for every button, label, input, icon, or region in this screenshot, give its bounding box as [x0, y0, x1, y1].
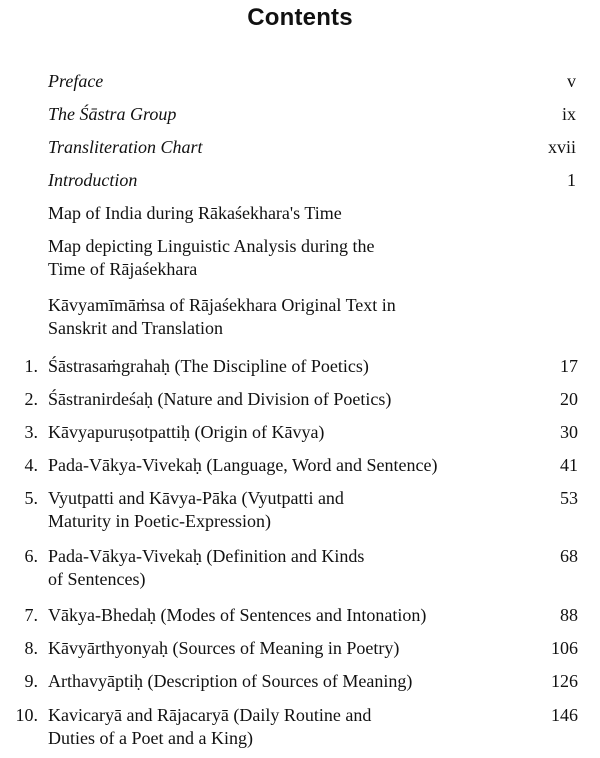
toc-entry-line: Map of India during Rākaśekhara's Time: [48, 203, 342, 223]
chapter-title: [48, 604, 510, 627]
chapter-number: 2.: [24, 389, 38, 409]
chapter-title: [48, 704, 510, 750]
chapter-title: [48, 421, 510, 444]
chapter-number: 4.: [24, 455, 38, 475]
toc-entry-label: [48, 202, 468, 225]
chapter-title-line: Pada-Vākya-Vivekaḥ (Definition and Kinds: [48, 546, 365, 566]
chapter-number: 6.: [24, 546, 38, 566]
chapter-title-line: Kāvyārthyonyaḥ (Sources of Meaning in Poetry): [48, 638, 400, 658]
toc-page-number: 20: [560, 389, 578, 409]
chapter-number: 1.: [24, 356, 38, 376]
toc-page-number: 1: [567, 170, 576, 190]
chapter-title: [48, 670, 510, 693]
toc-entry-label: The Śāstra Group: [48, 104, 177, 124]
toc-entry-label: Introduction: [48, 170, 138, 190]
chapter-title-line: Arthavyāptiḥ (Description of Sources of Meaning): [48, 671, 413, 691]
toc-page-number: xvii: [547, 137, 576, 157]
toc-page-number: 41: [560, 455, 578, 475]
chapter-number: 10.: [15, 705, 38, 725]
toc-entry-label: Transliteration Chart: [48, 137, 203, 157]
chapter-title: [48, 355, 510, 378]
toc-entry-line: Time of Rājaśekhara: [48, 259, 198, 279]
chapter-title-line: Vākya-Bhedaḥ (Modes of Sentences and Intonation): [48, 605, 427, 625]
chapter-title-line: Maturity in Poetic-Expression): [48, 511, 271, 531]
chapter-title-line: Śāstranirdeśaḥ (Nature and Division of Poetics): [48, 389, 392, 409]
chapter-title-line: Kāvyapuruṣotpattiḥ (Origin of Kāvya): [48, 422, 325, 442]
chapter-number: 3.: [24, 422, 38, 442]
toc-entry-label: Preface: [48, 71, 104, 91]
chapter-number: 5.: [24, 488, 38, 508]
chapter-title-line: Duties of a Poet and a King): [48, 728, 253, 748]
chapter-title-line: Pada-Vākya-Vivekaḥ (Language, Word and Sentence): [48, 455, 438, 475]
toc-page-number: 30: [560, 422, 578, 442]
toc-page-number: v: [567, 71, 576, 91]
chapter-title: [48, 454, 510, 477]
chapter-title: [48, 388, 510, 411]
chapter-title: [48, 545, 510, 591]
toc-page-number: 88: [560, 605, 578, 625]
toc-page-number: ix: [561, 104, 576, 124]
toc-entry-label: [48, 235, 468, 281]
toc-page-number: 106: [551, 638, 578, 658]
toc-entry-label: [48, 294, 468, 340]
toc-entry-line: Kāvyamīmāṁsa of Rājaśekhara Original Text in: [48, 295, 396, 315]
chapter-title-line: Vyutpatti and Kāvya-Pāka (Vyutpatti and: [48, 488, 344, 508]
toc-page-number: 17: [560, 356, 578, 376]
page-title: Contents: [247, 4, 353, 31]
toc-page-number: 53: [560, 488, 578, 508]
chapter-number: 9.: [24, 671, 38, 691]
chapter-title-line: Śāstrasaṁgrahaḥ (The Discipline of Poetics): [48, 356, 369, 376]
chapter-number: 8.: [24, 638, 38, 658]
chapter-title: [48, 487, 510, 533]
toc-entry-line: Map depicting Linguistic Analysis during the: [48, 236, 375, 256]
chapter-number: 7.: [24, 605, 38, 625]
toc-entry-line: Sanskrit and Translation: [48, 318, 224, 338]
toc-page-number: 146: [551, 705, 578, 725]
chapter-title-line: of Sentences): [48, 569, 146, 589]
chapter-title-line: Kavicaryā and Rājacaryā (Daily Routine and: [48, 705, 372, 725]
toc-page-number: 126: [551, 671, 578, 691]
toc-page-number: 68: [560, 546, 578, 566]
chapter-title: [48, 637, 510, 660]
